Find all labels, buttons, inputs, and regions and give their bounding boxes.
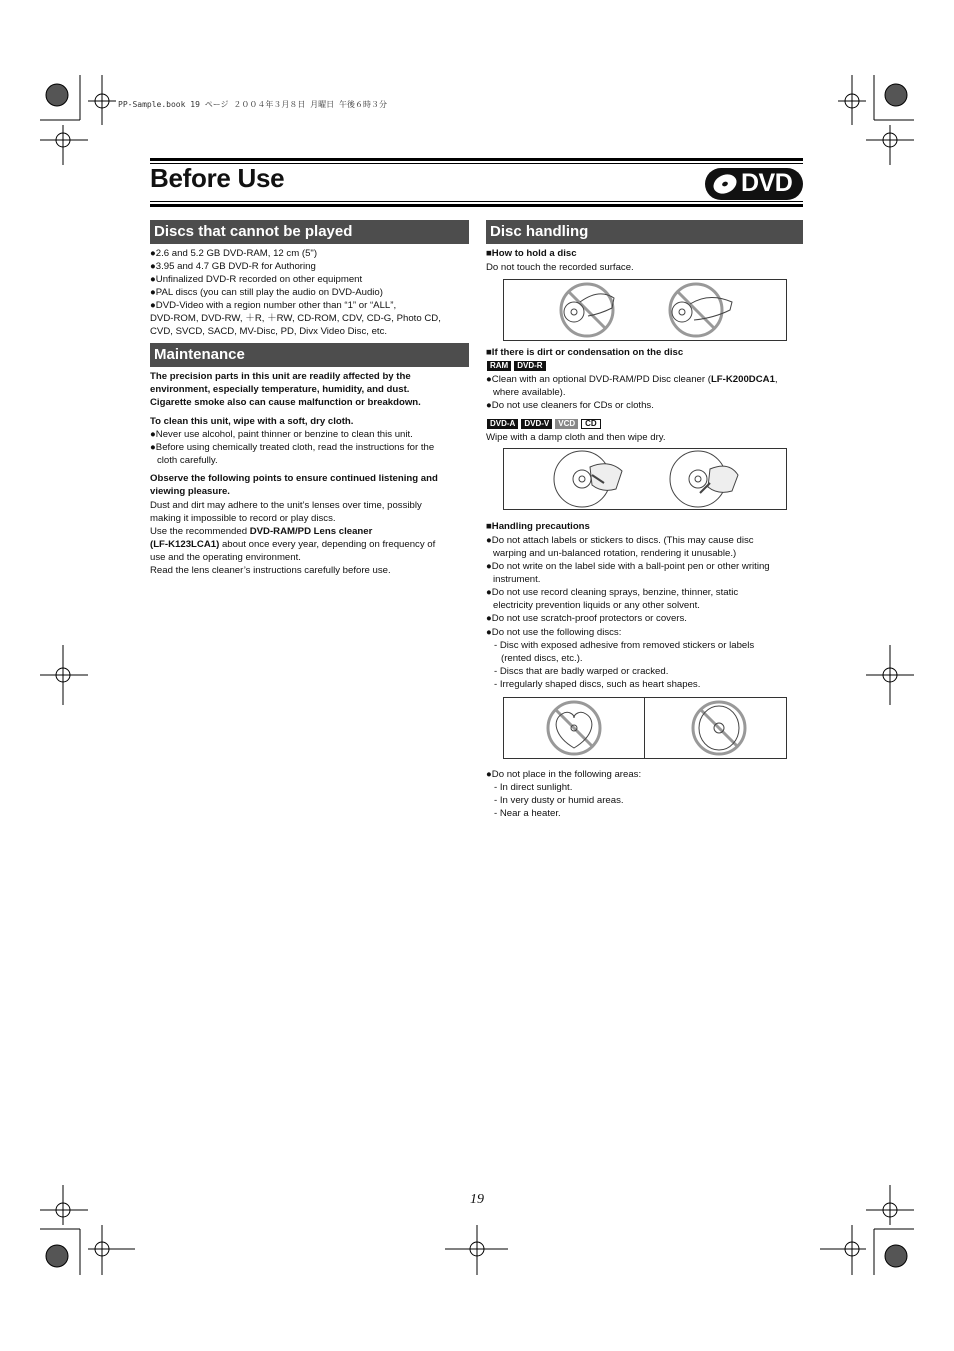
precaution-item: instrument. (493, 574, 541, 585)
hold-heading: ■How to hold a disc (486, 248, 577, 259)
precaution-item: ●Do not use record cleaning sprays, benzine, thinner, static (486, 587, 739, 598)
tag-dvd-v: DVD-V (521, 419, 552, 429)
format-tags-2 (487, 419, 601, 429)
discs-cannot-item: ●2.6 and 5.2 GB DVD-RAM, 12 cm (5") (150, 248, 318, 259)
tag-cd: CD (581, 419, 601, 429)
maintenance-body: use and the operating environment. (150, 552, 301, 563)
discs-cannot-item: ●3.95 and 4.7 GB DVD-R for Authoring (150, 261, 316, 272)
wipe-disc-illustration (504, 449, 786, 509)
page-title: Before Use (150, 163, 285, 193)
disc-icon (711, 172, 739, 196)
dvd-badge-label: DVD (741, 169, 793, 197)
maintenance-body (150, 538, 435, 551)
maintenance-intro: environment, especially temperature, humidity, and dust. (150, 384, 410, 395)
precaution-subitem: - Discs that are badly warped or cracked. (494, 666, 669, 677)
bad-discs-illustration (504, 698, 786, 758)
precaution-item: ●Do not write on the label side with a ball-point pen or other writing (486, 561, 770, 572)
precaution-item: ●Do not use scratch-proof protectors or covers. (486, 613, 687, 624)
discs-cannot-item: CVD, SVCD, SACD, MV-Disc, PD, Divx Video Disc, etc. (150, 326, 388, 337)
areas-subitem: - Near a heater. (494, 808, 561, 819)
areas-subitem: - In direct sunlight. (494, 782, 573, 793)
observe-heading: Observe the following points to ensure continued listening and (150, 473, 438, 484)
dirt-text: , (774, 374, 778, 385)
precaution-subitem: - Irregularly shaped discs, such as heart shapes. (494, 679, 701, 690)
dirt-text: ●Clean with an optional DVD-RAM/PD Disc cleaner ( (486, 374, 711, 385)
wipe-disc-figure (503, 448, 787, 510)
discs-cannot-item: DVD-ROM, DVD-RW, ＋R, ＋RW, CD-ROM, CDV, CD-G, Photo CD, (150, 313, 441, 324)
maintenance-body (150, 525, 372, 538)
dirt-item: where available). (493, 387, 566, 398)
clean-item: cloth carefully. (157, 455, 218, 466)
maintenance-body: Dust and dirt may adhere to the unit’s lenses over time, possibly (150, 500, 422, 511)
title-rule-bottom (150, 204, 803, 207)
clean-item: ●Before using chemically treated cloth, read the instructions for the (150, 442, 435, 453)
precaution-item: warping and un-balanced rotation, rendering it unusable.) (493, 548, 737, 559)
tag-dvd-a: DVD-A (487, 419, 518, 429)
discs-cannot-item: ●DVD-Video with a region number other than “1” or “ALL”, (150, 300, 397, 311)
dirt-item (486, 373, 778, 386)
hold-disc-figure (503, 279, 787, 341)
wipe-text: Wipe with a damp cloth and then wipe dry. (486, 432, 666, 443)
maintenance-body: Read the lens cleaner’s instructions carefully before use. (150, 565, 391, 576)
body-text: about once every year, depending on frequency of (219, 539, 436, 550)
title-rule-top (150, 158, 803, 161)
tag-ram: RAM (487, 361, 511, 371)
figure-divider (644, 698, 645, 758)
clean-item: ●Never use alcohol, paint thinner or benzine to clean this unit. (150, 429, 413, 440)
tag-vcd: VCD (555, 419, 578, 429)
precaution-subitem: - Disc with exposed adhesive from removed stickers or labels (494, 640, 755, 651)
discs-cannot-item: ●PAL discs (you can still play the audio on DVD-Audio) (150, 287, 383, 298)
areas-subitem: - In very dusty or humid areas. (494, 795, 624, 806)
observe-heading: viewing pleasure. (150, 486, 230, 497)
precaution-item: ●Do not use the following discs: (486, 627, 622, 638)
dirt-heading: ■If there is dirt or condensation on the disc (486, 347, 684, 358)
maintenance-intro: The precision parts in this unit are readily affected by the (150, 371, 411, 382)
clean-heading: To clean this unit, wipe with a soft, dry cloth. (150, 416, 354, 427)
tag-dvd-r: DVD-R (514, 361, 545, 371)
discs-cannot-heading: Discs that cannot be played (150, 220, 469, 244)
precautions-heading: ■Handling precautions (486, 521, 590, 532)
maintenance-heading: Maintenance (150, 343, 469, 367)
areas-item: ●Do not place in the following areas: (486, 769, 642, 780)
lens-cleaner-model: (LF-K123LCA1) (150, 539, 220, 550)
precaution-item: electricity prevention liquids or any other solvent. (493, 600, 700, 611)
disc-handling-heading: Disc handling (486, 220, 803, 244)
body-text: Use the recommended (150, 526, 250, 537)
precaution-item: ●Do not attach labels or stickers to discs. (This may cause disc (486, 535, 754, 546)
precaution-subitem: (rented discs, etc.). (501, 653, 583, 664)
disc-cleaner-model: LF-K200DCA1 (710, 374, 775, 385)
page-number: 19 (470, 1192, 484, 1207)
dirt-item: ●Do not use cleaners for CDs or cloths. (486, 400, 654, 411)
maintenance-intro: Cigarette smoke also can cause malfunction or breakdown. (150, 397, 421, 408)
maintenance-body: making it impossible to record or play discs. (150, 513, 336, 524)
lens-cleaner-name: DVD-RAM/PD Lens cleaner (249, 526, 373, 537)
discs-cannot-item: ●Unfinalized DVD-R recorded on other equipment (150, 274, 363, 285)
bad-discs-figure (503, 697, 787, 759)
format-tags-1 (487, 361, 546, 371)
hold-text: Do not touch the recorded surface. (486, 262, 634, 273)
title-rule-bottom-thin (150, 201, 803, 202)
hold-disc-illustration (504, 280, 786, 340)
print-header-info: PP-Sample.book 19 ページ ２００４年３月８日 月曜日 午後６時３分 (118, 100, 387, 109)
